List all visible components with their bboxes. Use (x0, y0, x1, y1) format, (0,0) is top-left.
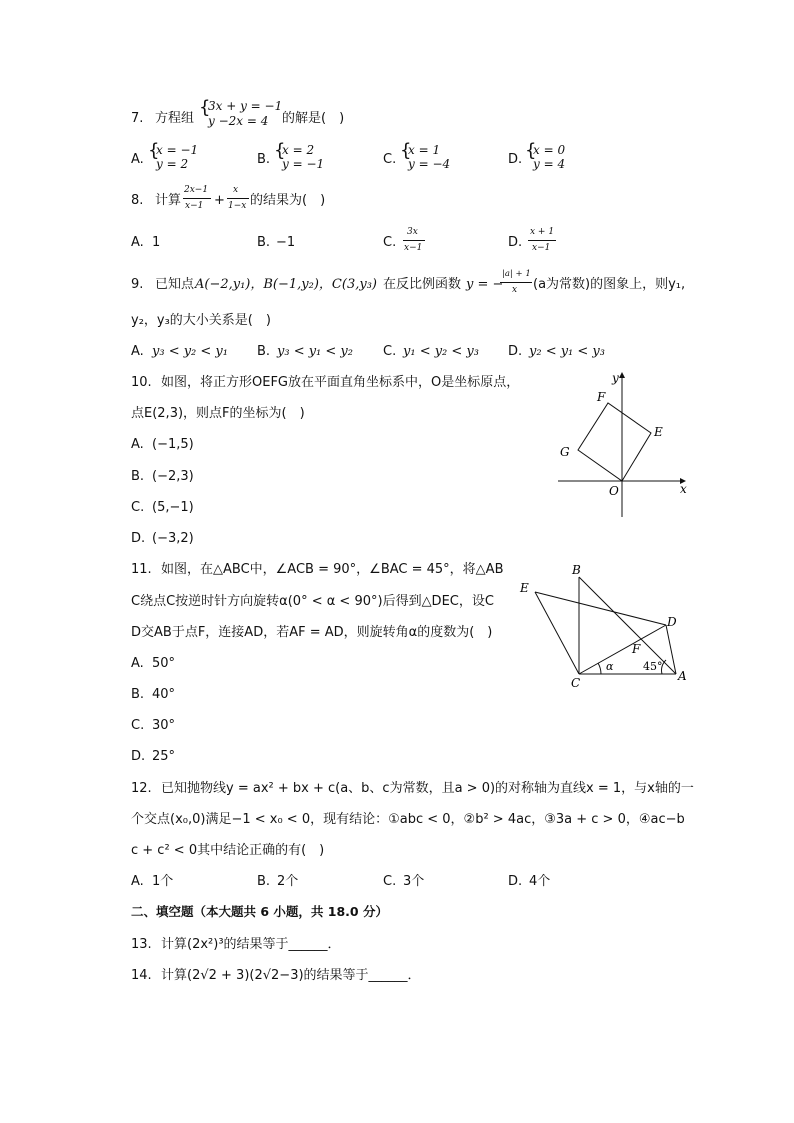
q10-option-b-label: B. (131, 469, 145, 484)
q7-option-c-brace: { (400, 140, 412, 161)
q9-line1-mid: 在反比例函数 (383, 277, 462, 292)
q11-option-c-value: 30° (152, 718, 176, 733)
q8-option-b-label: B. (257, 235, 271, 250)
q12-number: 12. (131, 781, 152, 796)
q10-point-e-label: E (654, 425, 663, 439)
q7-option-a-brace: { (148, 140, 160, 161)
q8-option-c-label: C. (383, 235, 397, 250)
q8-option-a-label: A. (131, 235, 144, 250)
q9-frac-numerator: |a| + 1 (502, 269, 531, 279)
q11-option-a-label: A. (131, 656, 144, 671)
q10-line2: 点E(2,3)，则点F的坐标为( ) (131, 406, 305, 421)
q8-frac1-numerator: 2x−1 (184, 185, 209, 195)
q8-option-a-value: 1 (152, 235, 161, 250)
q11-point-f-label: F (632, 642, 641, 656)
q8-option-d-bar (528, 240, 556, 241)
q11-segment-ec (535, 592, 579, 674)
q7-option-c-line2: y = −4 (408, 157, 451, 171)
q14-text: 计算(2√2 + 3)(2√2−3)的结果等于______． (161, 968, 421, 983)
q11-point-c-label: C (571, 676, 581, 690)
q10-option-d-value: (−3,2) (152, 531, 194, 546)
q8-frac2-bar (227, 198, 249, 199)
q11-option-b-value: 40° (152, 687, 176, 702)
q8-option-b-value: −1 (276, 235, 296, 250)
q10-y-axis-label: y (612, 371, 619, 385)
q12-option-c-label: C. (383, 874, 397, 889)
q9-option-d-value: y₂ < y₁ < y₃ (529, 344, 605, 359)
q10-option-b-value: (−2,3) (152, 469, 194, 484)
q7-brace: { (199, 97, 211, 118)
q9-option-c-value: y₁ < y₂ < y₃ (403, 344, 479, 359)
q8-stem-prefix: 计算 (155, 193, 182, 208)
q7-option-a-line1: x = −1 (156, 143, 199, 157)
q7-option-a-line2: y = 2 (156, 157, 189, 171)
q11-angle-45-label: 45° (643, 660, 663, 673)
q12-option-a-value: 1个 (152, 874, 174, 889)
q8-frac2-denominator: 1−x (228, 201, 247, 211)
q7-option-b-label: B. (257, 152, 271, 167)
q7-system-line2: y −2x = 4 (208, 114, 269, 128)
q7-option-c-line1: x = 1 (408, 143, 441, 157)
q12-option-d-label: D. (508, 874, 523, 889)
q11-point-d-label: D (667, 615, 677, 629)
q8-frac1-bar (183, 198, 211, 199)
q9-line1-prefix: 已知点 (155, 277, 195, 292)
q11-number: 11. (131, 562, 152, 577)
q12-option-b-label: B. (257, 874, 271, 889)
q8-option-d-numerator: x + 1 (530, 227, 555, 237)
q10-line1: 如图，将正方形OEFG放在平面直角坐标系中，O是坐标原点， (161, 375, 520, 390)
q8-option-d-label: D. (508, 235, 523, 250)
q10-figure-coordinate-square (550, 365, 700, 525)
q13-number: 13. (131, 937, 152, 952)
q9-frac-denominator: x (512, 285, 518, 295)
q8-plus: + (214, 193, 225, 208)
q10-point-o-label: O (609, 484, 619, 498)
q9-option-b-label: B. (257, 344, 271, 359)
q10-option-d-label: D. (131, 531, 146, 546)
q10-x-axis-label: x (680, 482, 687, 496)
q13-text: 计算(2x²)³的结果等于______． (161, 937, 341, 952)
q9-points: A(−2,y₁)，B(−1,y₂)，C(3,y₃) (195, 277, 377, 292)
q14-number: 14. (131, 968, 152, 983)
q7-option-d-brace: { (525, 140, 537, 161)
q8-frac2-numerator: x (233, 185, 239, 195)
q9-option-c-label: C. (383, 344, 397, 359)
q7-option-a-label: A. (131, 152, 144, 167)
q7-option-c-label: C. (383, 152, 397, 167)
q9-line1-suffix: (a为常数)的图象上，则y₁, (533, 277, 686, 292)
q7-option-d-label: D. (508, 152, 523, 167)
q10-point-f-label: F (597, 390, 606, 404)
q10-option-c-label: C. (131, 500, 145, 515)
q10-number: 10. (131, 375, 152, 390)
q9-option-b-value: y₃ < y₁ < y₂ (277, 344, 353, 359)
q11-angle-alpha-arc (598, 663, 601, 674)
q12-option-d-value: 4个 (529, 874, 551, 889)
q8-option-d-denominator: x−1 (532, 243, 551, 253)
q7-option-b-brace: { (274, 140, 286, 161)
q11-figure-rotated-triangle (515, 560, 695, 695)
q11-line2: C绕点C按逆时针方向旋转α(0° < α < 90°)后得到△DEC，设C (131, 594, 494, 609)
q7-option-d-line2: y = 4 (533, 157, 566, 171)
q12-option-a-label: A. (131, 874, 144, 889)
q7-option-b-line2: y = −1 (282, 157, 325, 171)
q7-option-d-line1: x = 0 (533, 143, 566, 157)
q11-point-e-label: E (520, 581, 529, 595)
q11-line3: D交AB于点F，连接AD，若AF = AD，则旋转角α的度数为( ) (131, 625, 493, 640)
q9-line2: y₂，y₃的大小关系是( ) (131, 313, 271, 328)
q11-option-c-label: C. (131, 718, 145, 733)
q7-system-line1: 3x + y = −1 (208, 99, 283, 113)
q7-option-b-line1: x = 2 (282, 143, 315, 157)
q11-option-d-value: 25° (152, 749, 176, 764)
q8-frac1-denominator: x−1 (185, 201, 204, 211)
q10-option-a-label: A. (131, 437, 144, 452)
q11-alpha-label: α (606, 660, 614, 673)
q9-frac-bar (500, 282, 532, 283)
q11-segment-ed (535, 592, 666, 625)
q8-stem-suffix: 的结果为( ) (250, 193, 326, 208)
q10-option-a-value: (−1,5) (152, 437, 194, 452)
q12-option-b-value: 2个 (277, 874, 299, 889)
q7-stem-suffix: 的解是( ) (282, 111, 345, 126)
q11-point-b-label: B (572, 563, 581, 577)
q12-line2: 个交点(x₀,0)满足−1 < x₀ < 0，现有结论：①abc < 0，②b² > 4ac，③3a + c > 0，④ac−b (131, 812, 685, 827)
q11-point-a-label: A (678, 669, 687, 683)
q10-option-c-value: (5,−1) (152, 500, 194, 515)
q9-function-lhs: y = − (466, 277, 504, 292)
q11-segment-ad (666, 625, 676, 674)
q10-square-oefg (578, 403, 651, 481)
q11-option-d-label: D. (131, 749, 146, 764)
q12-line1: 已知抛物线y = ax² + bx + c(a、b、c为常数，且a > 0)的对称轴为直线x = 1，与x轴的一 (161, 781, 694, 796)
q9-option-d-label: D. (508, 344, 523, 359)
q11-option-a-value: 50° (152, 656, 176, 671)
q7-number: 7. (131, 111, 144, 126)
q8-option-c-denominator: x−1 (404, 243, 423, 253)
q7-stem-prefix: 方程组 (155, 111, 195, 126)
q9-option-a-value: y₃ < y₂ < y₁ (152, 344, 228, 359)
q8-option-c-bar (403, 240, 425, 241)
q12-option-c-value: 3个 (403, 874, 425, 889)
q8-option-c-numerator: 3x (407, 227, 418, 237)
q9-option-a-label: A. (131, 344, 144, 359)
q11-line1: 如图，在△ABC中，∠ACB = 90°，∠BAC = 45°，将△AB (161, 562, 504, 577)
section-fill-in-heading: 二、填空题（本大题共 6 小题，共 18.0 分） (131, 904, 388, 919)
q10-point-g-label: G (560, 445, 570, 459)
q11-option-b-label: B. (131, 687, 145, 702)
q8-number: 8. (131, 193, 144, 208)
q12-line3: c + c² < 0其中结论正确的有( ) (131, 843, 325, 858)
q9-number: 9. (131, 277, 144, 292)
